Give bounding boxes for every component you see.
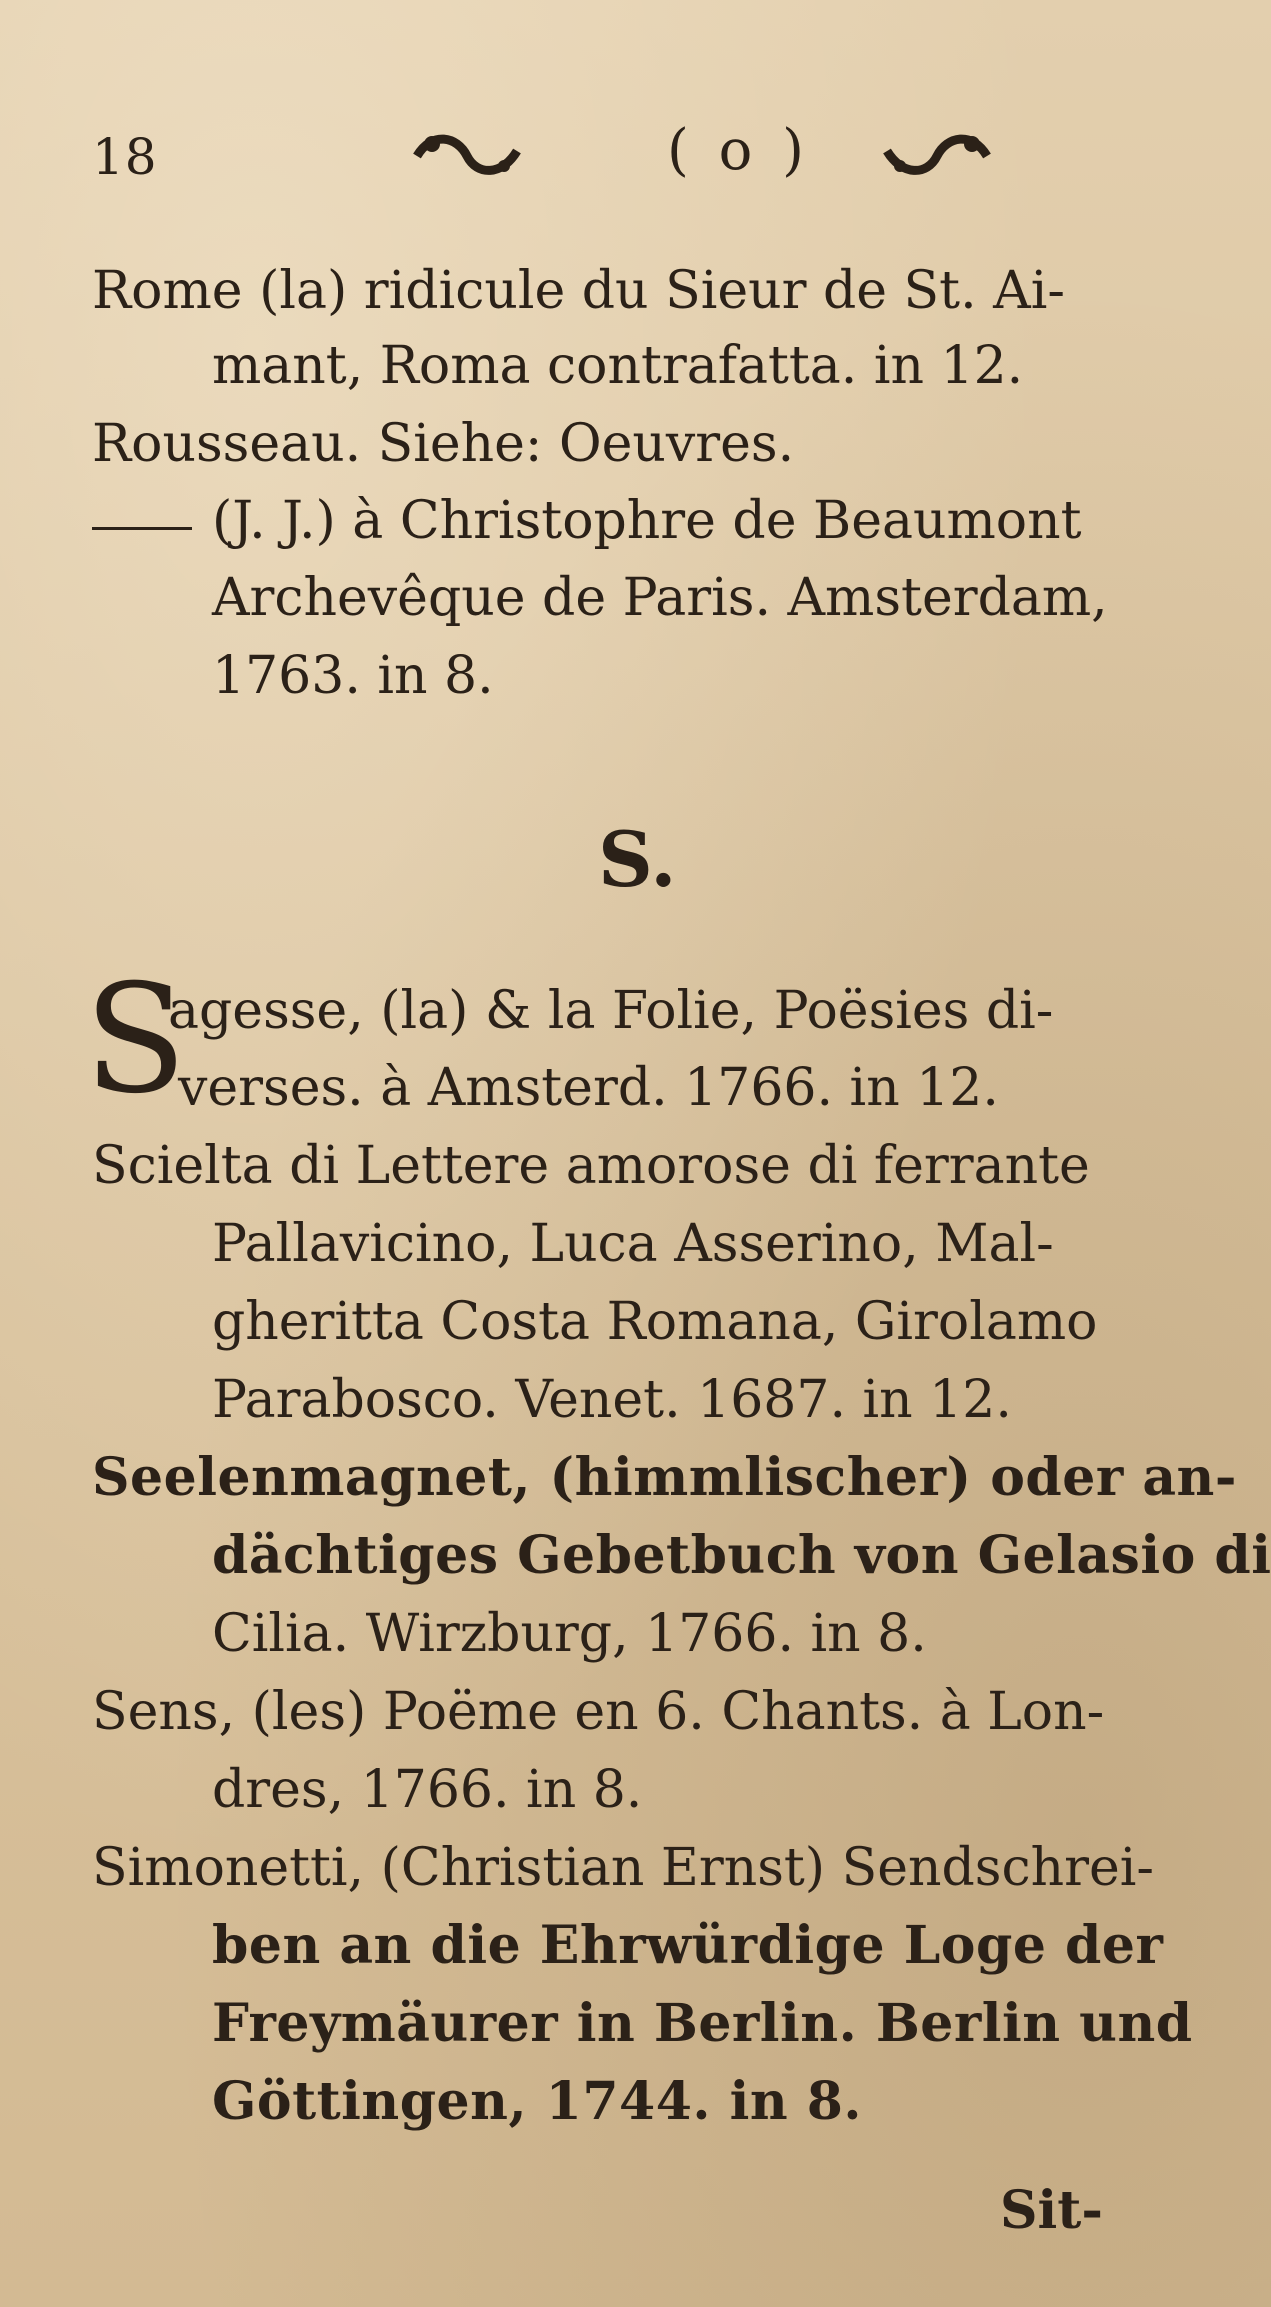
entry-seelenmagnet-line-3: Cilia. Wirzburg, 1766. in 8. <box>212 1604 927 1664</box>
entry-rousseau-letter-line-2: Archevêque de Paris. Amsterdam, <box>212 568 1108 628</box>
entry-simonetti-line-4: Göttingen, 1744. in 8. <box>212 2071 863 2132</box>
ditto-dash <box>92 527 192 530</box>
entry-sens-line-2: dres, 1766. in 8. <box>212 1760 643 1820</box>
entry-sagesse-line-2: verses. à Amsterd. 1766. in 12. <box>178 1058 999 1118</box>
catchword: Sit- <box>1000 2180 1103 2241</box>
left-ornament-icon <box>412 126 522 186</box>
entry-rousseau-line-1: Rousseau. Siehe: Oeuvres. <box>92 414 795 474</box>
entry-simonetti-line-1: Simonetti, (Christian Ernst) Sendschrei- <box>92 1838 1154 1898</box>
entry-seelenmagnet-line-2: dächtiges Gebetbuch von Gelasio di <box>212 1525 1271 1586</box>
entry-scielta-line-3: gheritta Costa Romana, Girolamo <box>212 1292 1098 1352</box>
entry-simonetti-line-3: Freymäurer in Berlin. Berlin und <box>212 1993 1193 2054</box>
page-number: 18 <box>92 128 158 186</box>
entry-rousseau-letter-line-3: 1763. in 8. <box>212 646 494 706</box>
entry-rousseau-letter-line-1: (J. J.) à Christophre de Beaumont <box>212 491 1082 551</box>
section-heading: S. <box>598 815 677 904</box>
entry-scielta-line-2: Pallavicino, Luca Asserino, Mal- <box>212 1214 1054 1274</box>
page-header <box>92 118 1182 198</box>
entry-rome-line-1: Rome (la) ridicule du Sieur de St. Ai- <box>92 261 1065 321</box>
entry-seelenmagnet-line-1: Seelenmagnet, (himmlischer) oder an- <box>92 1447 1237 1508</box>
entry-rome-line-2: mant, Roma contrafatta. in 12. <box>212 336 1024 396</box>
entry-simonetti-line-2: ben an die Ehrwürdige Loge der <box>212 1915 1164 1976</box>
entry-sagesse-line-1: agesse, (la) & la Folie, Poësies di- <box>168 981 1054 1041</box>
signature-mark: ( o ) <box>667 118 811 183</box>
entry-sens-line-1: Sens, (les) Poëme en 6. Chants. à Lon- <box>92 1682 1105 1742</box>
entry-scielta-line-1: Scielta di Lettere amorose di ferrante <box>92 1136 1090 1196</box>
right-ornament-icon <box>882 126 992 186</box>
drop-cap: S <box>84 953 187 1127</box>
entry-scielta-line-4: Parabosco. Venet. 1687. in 12. <box>212 1370 1012 1430</box>
